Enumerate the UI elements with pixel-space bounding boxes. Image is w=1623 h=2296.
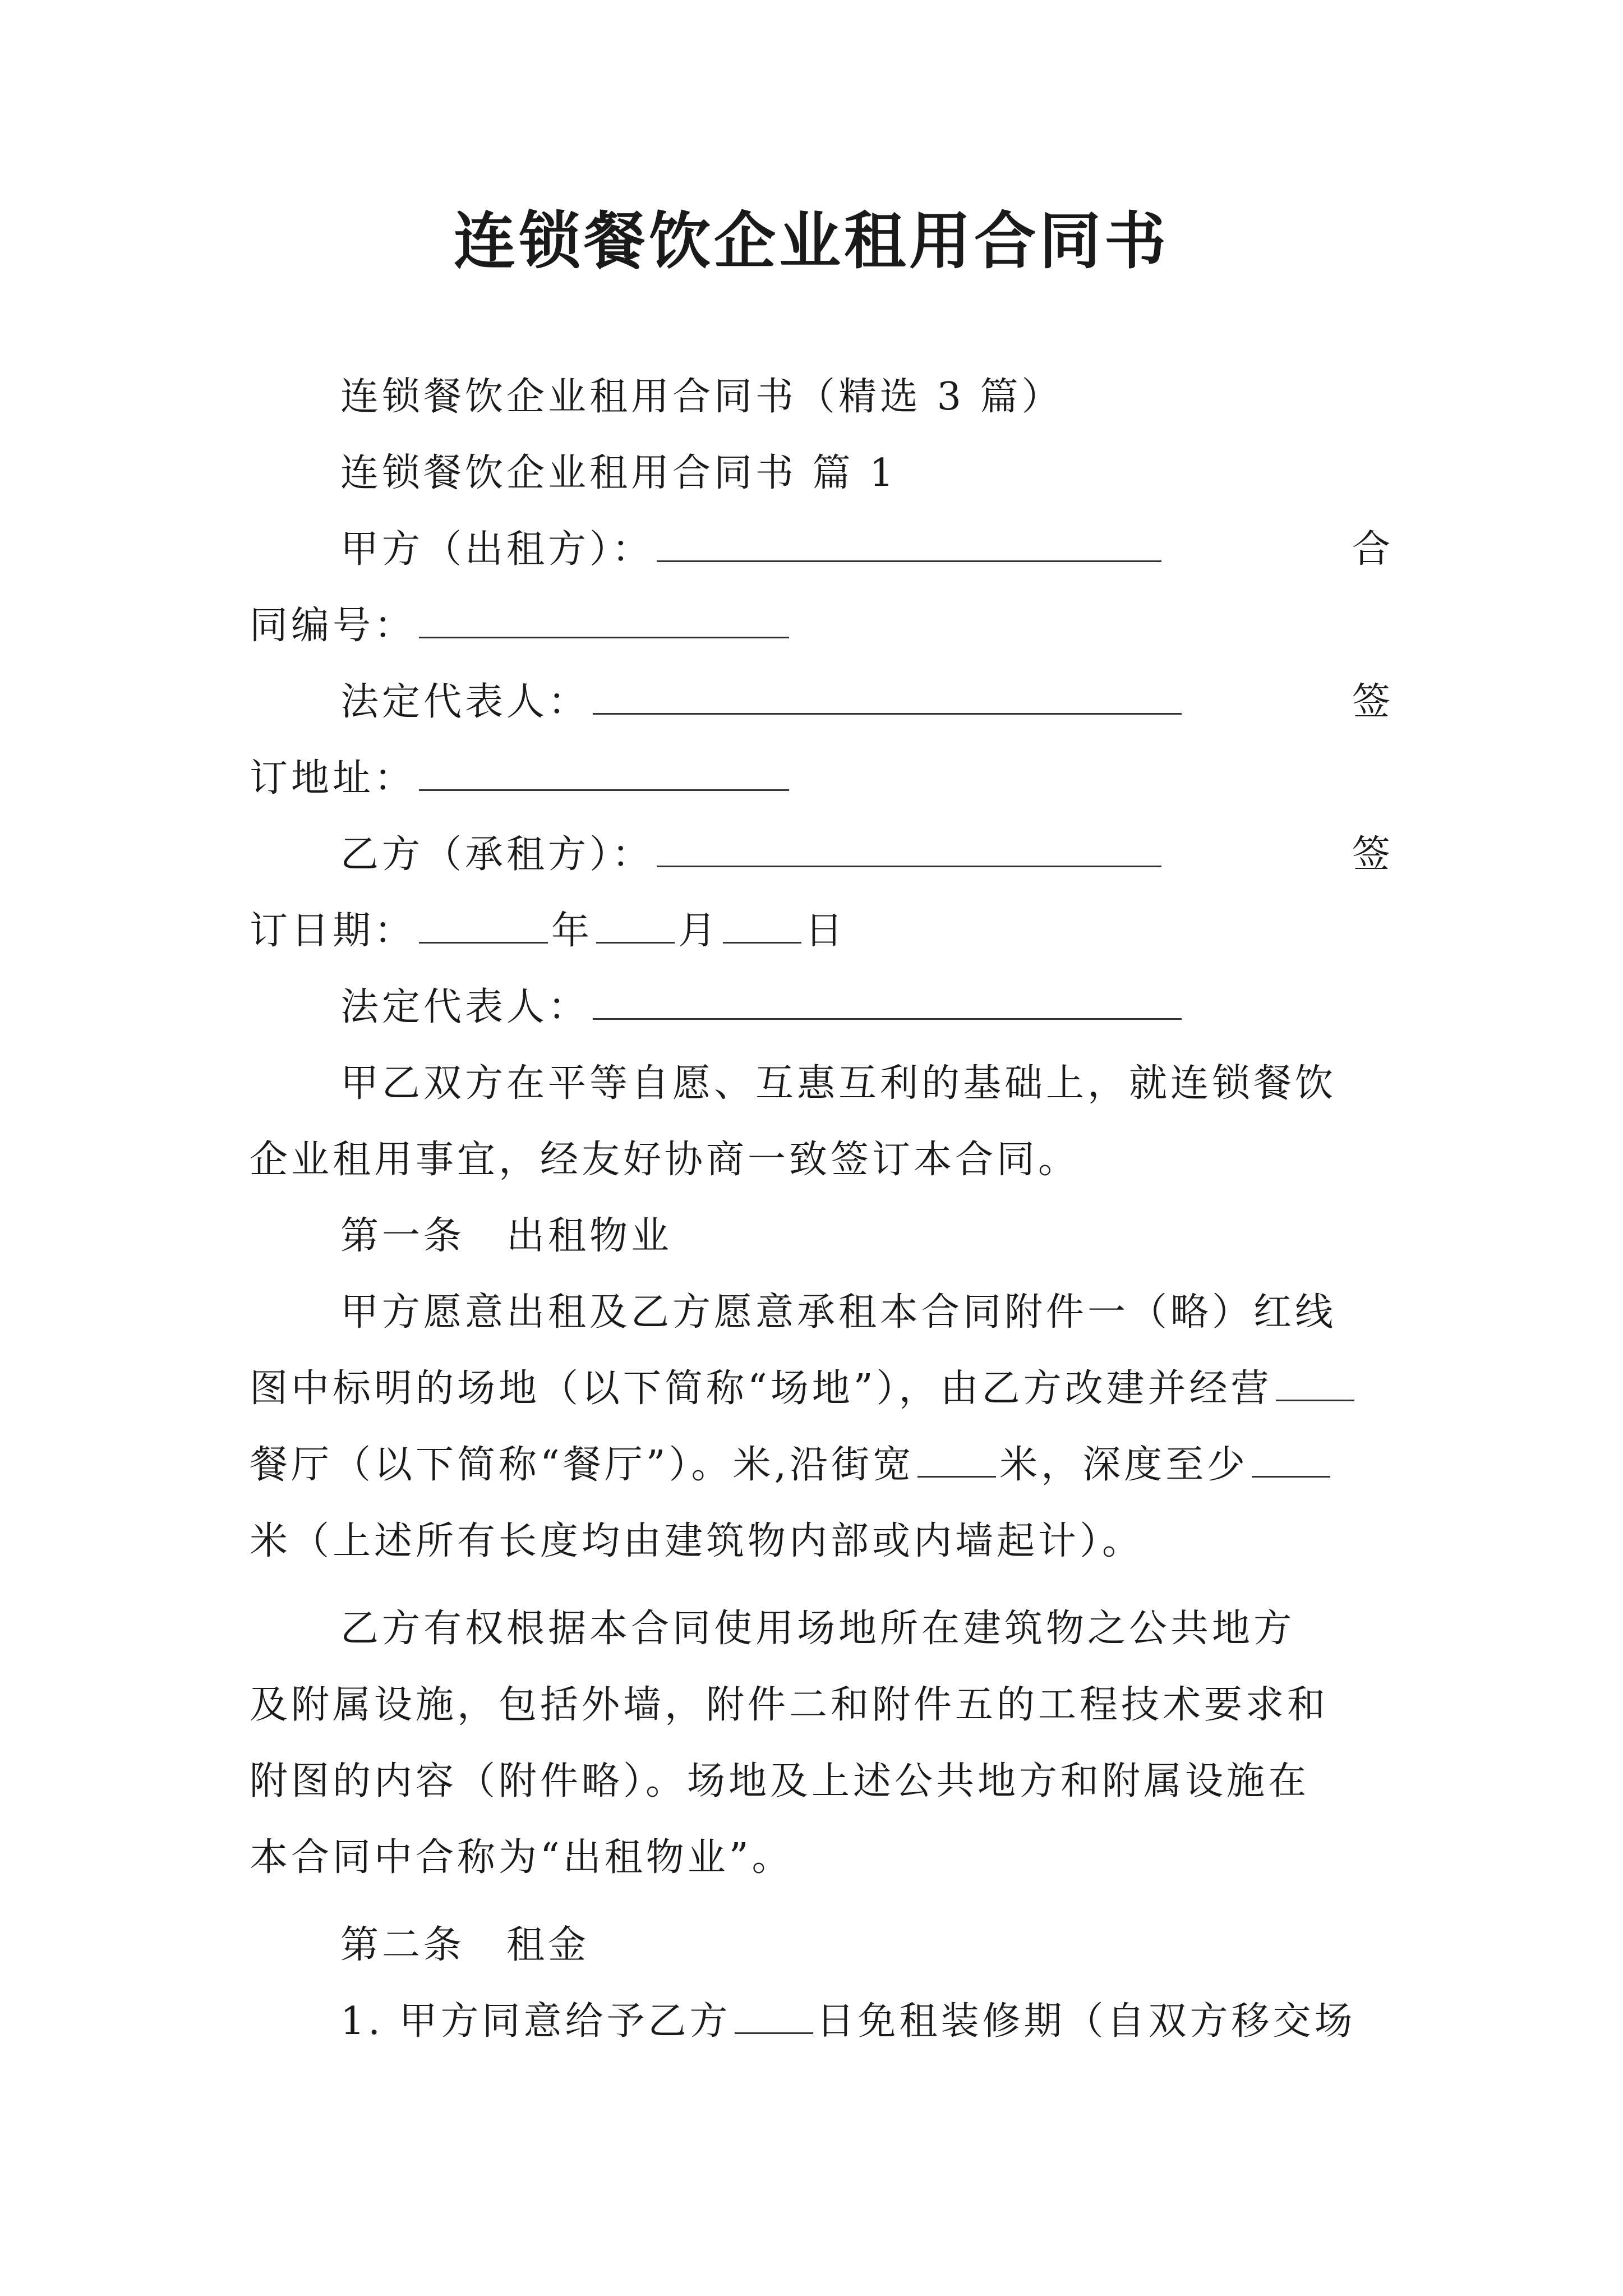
paragraph-text: 1. 甲方同意给予乙方 (340, 1999, 731, 2044)
legal-rep-wrap-char: 签 (1352, 680, 1394, 724)
article-heading: 第一条 出租物业 (340, 1214, 673, 1258)
legal-rep-b-label: 法定代表人： (340, 985, 590, 1029)
sign-address-label: 订地址： (250, 756, 416, 800)
article-heading: 第二条 租金 (340, 1923, 590, 1967)
day-label: 日 (805, 909, 847, 953)
paragraph-text: 餐厅（以下简称“餐厅”）。米,沿街宽 (250, 1443, 915, 1487)
legal-rep-line (250, 664, 1394, 740)
paragraph-line: 本合同中合称为“出租物业”。 (250, 1835, 794, 1880)
depth-blank (1252, 1444, 1330, 1478)
paragraph-text: 图中标明的场地（以下简称“场地”），由乙方改建并经营 (250, 1366, 1272, 1411)
frontage-width-blank (917, 1444, 996, 1478)
paragraph-line: 甲乙双方在平等自愿、互惠互利的基础上，就连锁餐饮 (340, 1061, 1337, 1106)
subtitle-line: 连锁餐饮企业租用合同书（精选 3 篇） (340, 375, 1063, 419)
party-a-wrap-char: 合 (1352, 527, 1394, 572)
sign-address-line (250, 740, 1394, 817)
legal-rep-blank (593, 682, 1182, 715)
party-a-label: 甲方（出租方）： (340, 527, 654, 572)
party-b-line (250, 817, 1394, 893)
legal-rep-label: 法定代表人： (340, 680, 590, 724)
contract-no-label: 同编号： (250, 604, 416, 648)
party-b-blank (657, 834, 1161, 867)
month-label: 月 (678, 909, 720, 953)
paragraph-line (250, 1427, 1394, 1503)
day-blank (723, 910, 801, 944)
document-title: 连锁餐饮企业租用合同书 (454, 205, 1169, 277)
sign-date-line (250, 893, 1394, 969)
paragraph-line: 企业租用事宜，经友好协商一致签订本合同。 (250, 1138, 1080, 1182)
year-label: 年 (551, 909, 593, 953)
paragraph-line: 附图的内容（附件略）。场地及上述公共地方和附属设施在 (250, 1759, 1310, 1803)
party-a-blank (657, 529, 1161, 562)
legal-rep-b-blank (593, 987, 1182, 1020)
paragraph-line (250, 1351, 1394, 1427)
legal-rep-b-line (250, 969, 1394, 1046)
year-blank (419, 910, 548, 944)
restaurant-name-blank (1276, 1368, 1354, 1401)
contract-no-line (250, 588, 1394, 664)
paragraph-line: 米（上述所有长度均由建筑物内部或内墙起计）。 (250, 1519, 1144, 1563)
party-a-line (250, 512, 1394, 588)
sign-date-label: 订日期： (250, 909, 416, 953)
paragraph-line: 甲方愿意出租及乙方愿意承租本合同附件一（略）红线 (340, 1290, 1337, 1335)
paragraph-text: 日免租装修期（自双方移交场 (816, 1999, 1356, 2044)
paragraph-line: 及附属设施，包括外墙，附件二和附件五的工程技术要求和 (250, 1683, 1329, 1727)
section-heading: 连锁餐饮企业租用合同书 篇 1 (340, 451, 897, 495)
party-b-wrap-char: 签 (1352, 832, 1394, 877)
month-blank (596, 910, 675, 944)
paragraph-text: 米，深度至少 (999, 1443, 1249, 1487)
contract-no-blank (419, 605, 789, 638)
paragraph-line (250, 1984, 1394, 2060)
party-b-label: 乙方（承租方）： (340, 832, 654, 877)
paragraph-line: 乙方有权根据本合同使用场地所在建筑物之公共地方 (340, 1607, 1295, 1651)
sign-address-blank (419, 758, 789, 791)
rent-free-days-blank (735, 2001, 813, 2034)
